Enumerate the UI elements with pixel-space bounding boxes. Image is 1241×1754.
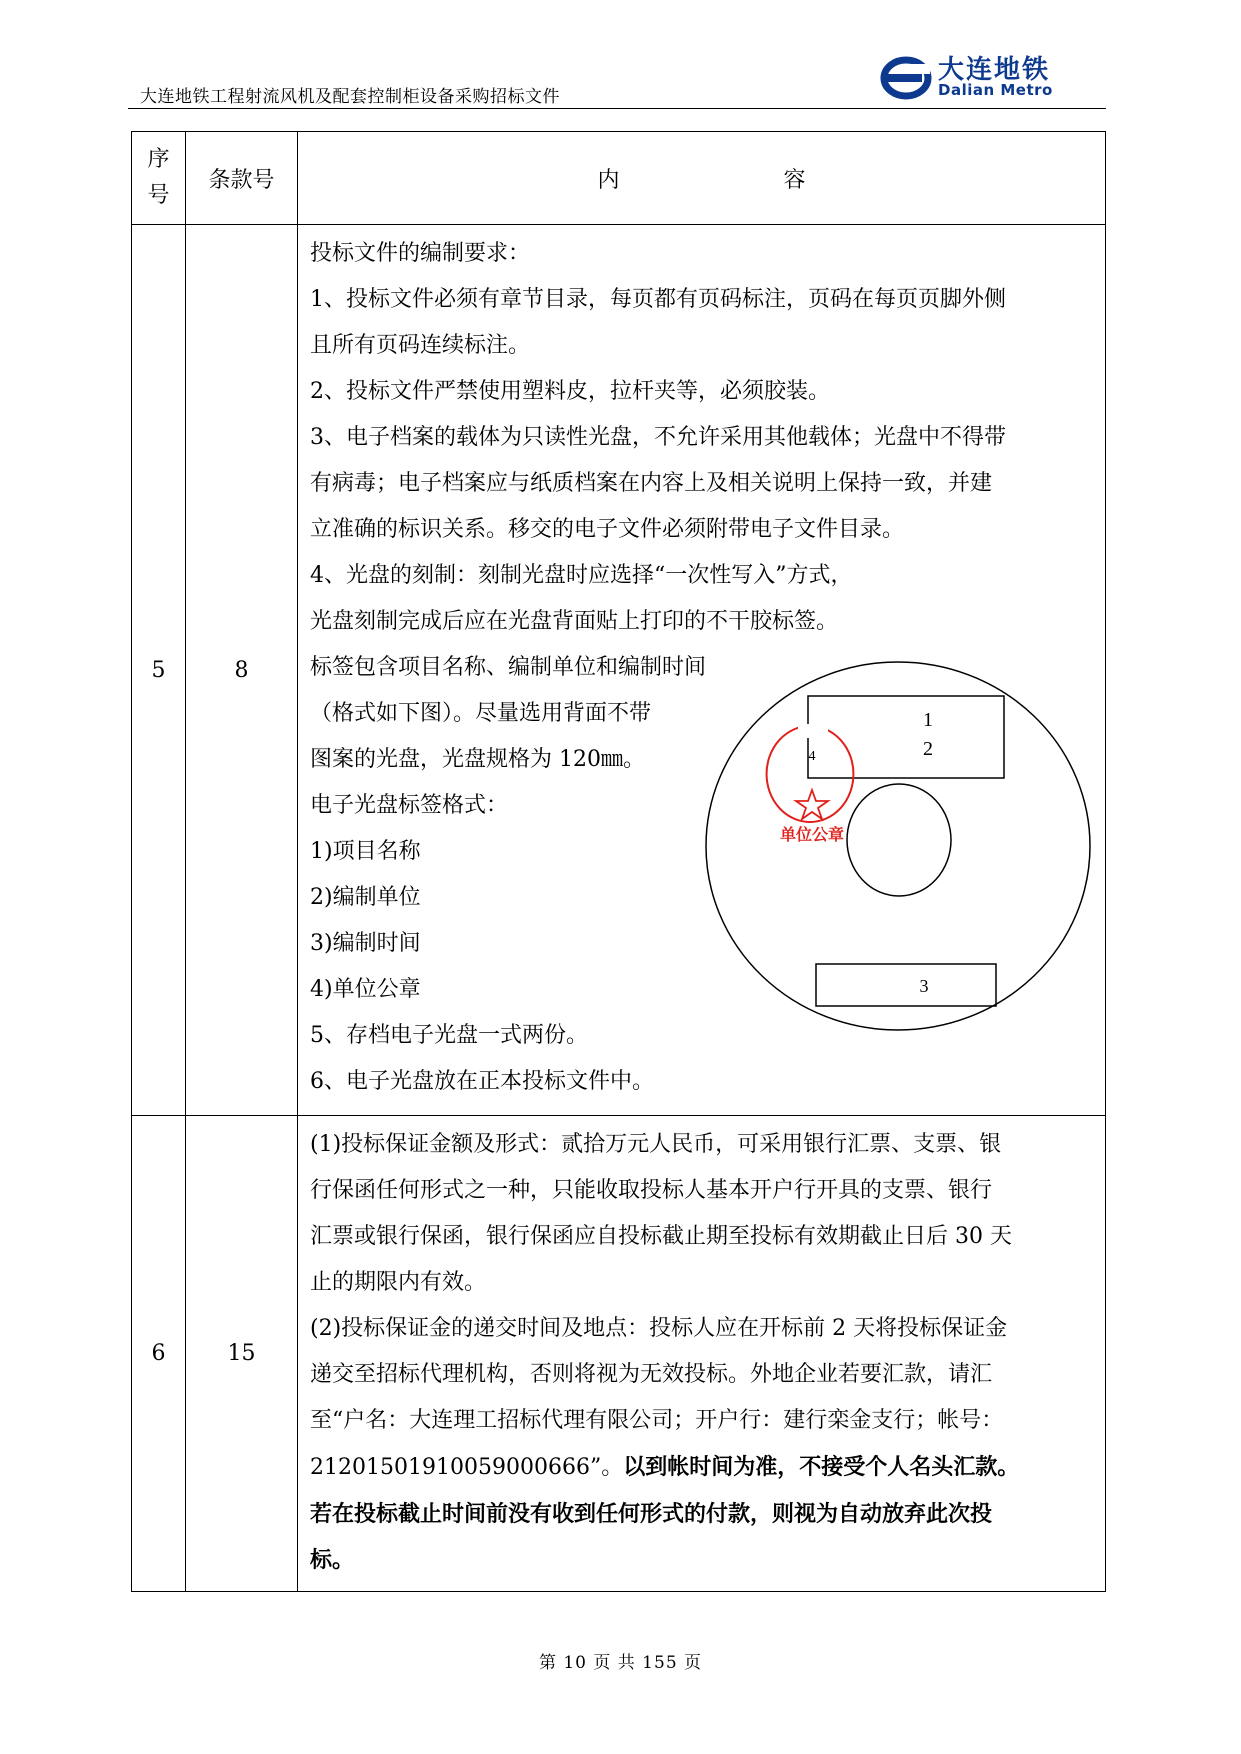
seal-number-4: 4: [808, 749, 816, 764]
arrival-time-note: 以到帐时间为准，不接受个人名头汇款。: [623, 1454, 1020, 1480]
disc-label-diagram: [702, 658, 1094, 1034]
row5-line: （格式如下图）。尽量选用背面不带: [310, 701, 652, 726]
row5-line: 1)项目名称: [310, 839, 421, 864]
metro-emblem-icon: [880, 56, 932, 100]
row5-line: 且所有页码连续标注。: [310, 333, 531, 358]
row6-line: 至“户名：大连理工招标代理有限公司；开户行：建行栾金支行；帐号：: [310, 1408, 1004, 1433]
row5-line: 2、投标文件严禁使用塑料皮，拉杆夹等，必须胶装。: [310, 379, 830, 404]
row5-line: 标签包含项目名称、编制单位和编制时间: [310, 655, 707, 680]
disc-outline: [706, 662, 1090, 1030]
disc-center-hole: [847, 784, 951, 896]
row5-seq: 5: [132, 225, 186, 1116]
row5-line: 投标文件的编制要求：: [310, 241, 531, 266]
row5-line: 5、存档电子光盘一式两份。: [310, 1023, 588, 1048]
header-divider: [128, 108, 1106, 109]
label-box-number-3: 3: [919, 976, 929, 996]
row5-clause: 8: [186, 225, 298, 1116]
label-box-3: [816, 964, 996, 1006]
header-seq: [132, 132, 186, 225]
row6-line: 止的期限内有效。: [310, 1270, 487, 1295]
row6-line-mixed: [310, 1444, 1093, 1491]
header-clause: 条款号: [186, 132, 298, 225]
row6-bold-line: 若在投标截止时间前没有收到任何形式的付款，则视为自动放弃此次投: [310, 1501, 993, 1527]
seal-star-icon: [796, 790, 828, 819]
logo-chinese-text: 大连地铁: [938, 55, 1051, 85]
row5-line: 1、投标文件必须有章节目录，每页都有页码标注，页码在每页页脚外侧: [310, 287, 1006, 312]
row6-seq: 6: [132, 1116, 186, 1592]
header-seq-line2: 号: [147, 183, 170, 208]
row6-content: [298, 1116, 1106, 1592]
label-box-number-2: 2: [923, 738, 933, 760]
row6-line: 汇票或银行保函，银行保函应自投标截止期至投标有效期截止日后 30 天: [310, 1224, 1012, 1249]
row6-line: 递交至招标代理机构，否则将视为无效投标。外地企业若要汇款，请汇: [310, 1362, 993, 1387]
row6-line: 行保函任何形式之一种，只能收取投标人基本开户行开具的支票、银行: [310, 1178, 993, 1203]
header-content: [298, 132, 1106, 225]
label-box-number-1: 1: [923, 709, 933, 731]
row5-line: 4)单位公章: [310, 977, 421, 1002]
header-content-b: 容: [783, 167, 806, 193]
row5-line: 6、电子光盘放在正本投标文件中。: [310, 1069, 654, 1094]
row6-line: (2)投标保证金的递交时间及地点：投标人应在开标前 2 天将投标保证金: [310, 1316, 1008, 1341]
logo-english-text: Dalian Metro: [938, 81, 1053, 99]
document-title: 大连地铁工程射流风机及配套控制柜设备采购招标文件: [140, 87, 560, 107]
row5-line: 有病毒；电子档案应与纸质档案在内容上及相关说明上保持一致，并建: [310, 471, 993, 496]
row5-line: 2)编制单位: [310, 885, 421, 910]
row6-bold-line: 标。: [310, 1547, 355, 1573]
row6-clause: 15: [186, 1116, 298, 1592]
row5-line: 图案的光盘，光盘规格为 120㎜。: [310, 747, 645, 772]
header-seq-line1: 序: [147, 147, 170, 172]
row5-line: 电子光盘标签格式：: [310, 793, 509, 818]
table-row: [132, 1116, 1106, 1592]
dalian-metro-logo: [880, 56, 1090, 100]
row5-line: 4、光盘的刻制：刻制光盘时应选择“一次性写入”方式，: [310, 563, 853, 588]
seal-text: 单位公章: [779, 825, 845, 844]
account-number-text: 21201501910059000666”。: [310, 1455, 624, 1480]
row5-line: 3)编制时间: [310, 931, 421, 956]
unit-seal-stamp: [767, 724, 854, 844]
row6-line: (1)投标保证金额及形式：贰拾万元人民币，可采用银行汇票、支票、银: [310, 1132, 1002, 1157]
seal-arc: [767, 726, 854, 822]
table-header-row: [132, 132, 1106, 225]
page-footer: 第 10 页 共 155 页: [538, 1653, 703, 1673]
row5-line: 光盘刻制完成后应在光盘背面贴上打印的不干胶标签。: [310, 609, 839, 634]
row5-line: 3、电子档案的载体为只读性光盘，不允许采用其他载体；光盘中不得带: [310, 425, 1006, 450]
header-content-a: 内: [597, 167, 620, 193]
row5-line: 立准确的标识关系。移交的电子文件必须附带电子文件目录。: [310, 517, 905, 542]
